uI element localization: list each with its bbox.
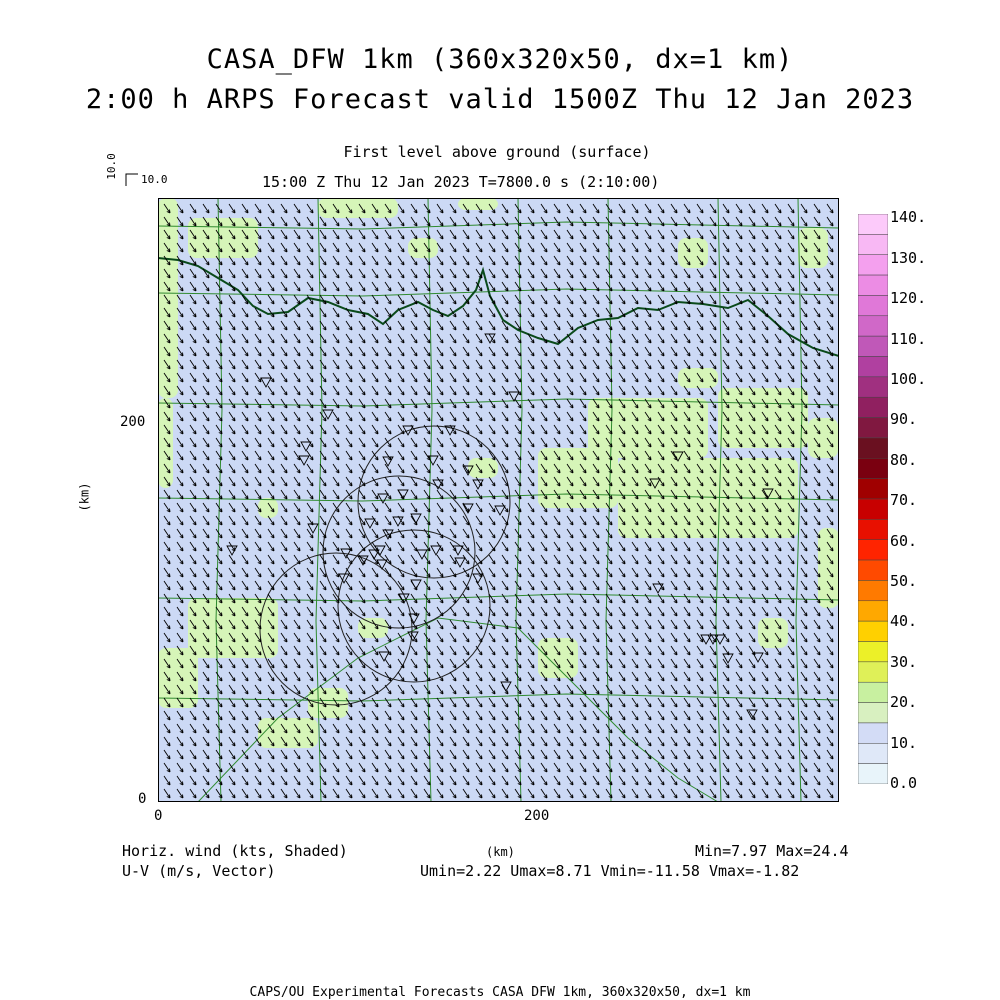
x-tick-200: 200 (524, 808, 550, 824)
shade-patch (538, 638, 578, 678)
colorbar-swatch (858, 621, 888, 641)
colorbar-swatch (858, 377, 888, 397)
vector-legend: U-V (m/s, Vector) (122, 862, 276, 880)
footer-credit: CAPS/OU Experimental Forecasts CASA DFW 1km, 360x320x50, dx=1 km (249, 985, 751, 1000)
colorbar-label: 70. (890, 491, 918, 510)
colorbar-swatch (858, 499, 888, 519)
colorbar-swatch (858, 601, 888, 621)
colorbar-label: 120. (890, 289, 927, 308)
shade-patch (468, 458, 498, 478)
reference-vector-label: 10.0 (141, 173, 168, 186)
colorbar-label: 90. (890, 410, 918, 429)
colorbar-swatch (858, 560, 888, 580)
colorbar-swatch (858, 357, 888, 377)
colorbar-swatch (858, 458, 888, 478)
colorbar-label: 50. (890, 572, 918, 590)
shade-patch (618, 458, 798, 538)
colorbar-swatch (858, 703, 888, 723)
colorbar-swatch (858, 764, 888, 784)
shade-patch (258, 718, 318, 748)
colorbar-label: 0.0 (890, 774, 918, 792)
level-subtitle-text: First level above ground (surface) (343, 143, 651, 161)
y-tick-0: 0 (138, 791, 147, 807)
colorbar-swatch (858, 234, 888, 254)
colorbar-swatch (858, 418, 888, 438)
title-line-2: 2:00 h ARPS Forecast valid 1500Z Thu 12 Jan 2023 (85, 84, 915, 115)
colorbar-label: 130. (890, 248, 927, 267)
shade-patch (798, 228, 828, 268)
colorbar-swatch (858, 540, 888, 560)
title-line-1: CASA_DFW 1km (360x320x50, dx=1 km) (206, 44, 794, 75)
colorbar-swatch (858, 723, 888, 743)
colorbar-swatch (858, 336, 888, 356)
colorbar-swatch (858, 295, 888, 315)
shade-patch (538, 448, 618, 508)
colorbar-label: 10. (890, 733, 918, 752)
y-tick-200: 200 (120, 414, 146, 430)
colorbar-swatch (858, 662, 888, 682)
colorbar-swatch (858, 255, 888, 275)
x-axis-label: (km) (486, 845, 515, 859)
colorbar-label: 100. (890, 370, 927, 388)
colorbar-swatch (858, 214, 888, 234)
colorbar-label: 20. (890, 693, 918, 712)
colorbar-swatch (858, 682, 888, 702)
colorbar-swatch (858, 743, 888, 763)
colorbar-swatch (858, 397, 888, 417)
valid-time-subtitle: 15:00 Z Thu 12 Jan 2023 T=7800.0 s (2:10:00) (262, 173, 660, 191)
colorbar-label: 60. (890, 531, 918, 550)
shade-patch (308, 688, 348, 718)
colorbar-swatch (858, 275, 888, 295)
colorbar-label: 30. (890, 652, 918, 671)
colorbar-label: 140. (890, 208, 927, 227)
colorbar-swatch (858, 479, 888, 499)
colorbar-swatch (858, 519, 888, 539)
shade-patch (408, 238, 438, 258)
colorbar-label: 80. (890, 450, 918, 469)
level-subtitle (0, 143, 1000, 161)
uv-stats: Umin=2.22 Umax=8.71 Vmin=-11.58 Vmax=-1.82 (420, 862, 800, 880)
colorbar-label: 40. (890, 612, 918, 631)
shade-patch (678, 238, 708, 268)
colorbar (858, 214, 888, 784)
min-max-stats: Min=7.97 Max=24.4 (695, 842, 849, 860)
shading-legend: Horiz. wind (kts, Shaded) (122, 842, 348, 860)
colorbar-label: 110. (890, 329, 927, 348)
y-axis-label: (km) (77, 482, 92, 512)
wind-map (158, 198, 839, 802)
colorbar-swatch (858, 316, 888, 336)
shade-patch (808, 418, 838, 458)
shade-patch (318, 198, 398, 218)
colorbar-swatch (858, 580, 888, 600)
colorbar-swatch (858, 642, 888, 662)
shade-patch (158, 398, 173, 488)
shade-patch (258, 498, 278, 518)
colorbar-swatch (858, 438, 888, 458)
x-tick-0: 0 (154, 808, 163, 824)
reference-vector-label-vertical: 10.0 (104, 153, 118, 180)
shade-patch (678, 368, 718, 388)
